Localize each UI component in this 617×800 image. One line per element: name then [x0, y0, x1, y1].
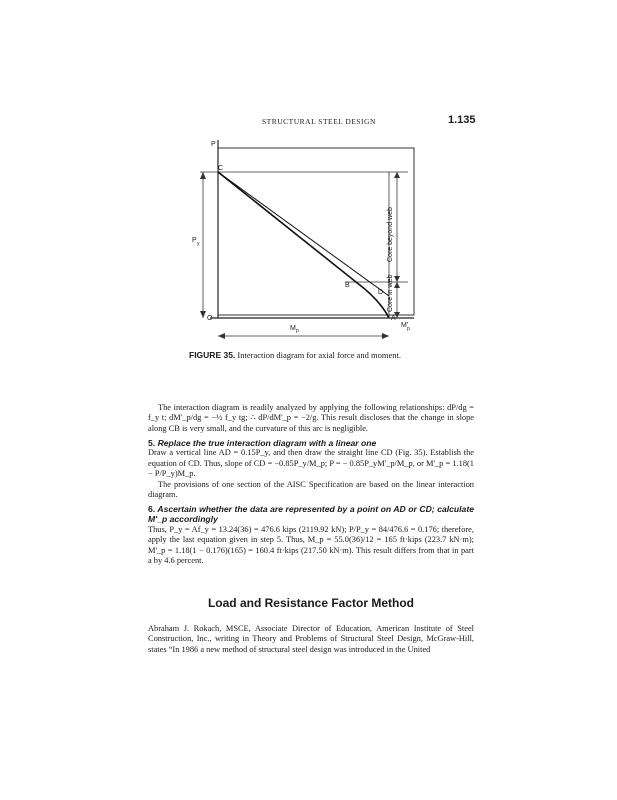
step-5-title: Replace the true interaction diagram with a linear one	[157, 438, 377, 448]
caption-text: Interaction diagram for axial force and moment.	[237, 350, 401, 360]
label-mp-prime: M'	[401, 322, 409, 329]
label-c: C	[218, 165, 224, 172]
label-o: O	[207, 315, 213, 322]
step-6-number: 6.	[148, 504, 156, 514]
linear-line-cd	[218, 172, 389, 296]
section-text: Abraham J. Rokach, MSCE, Associate Director of Education, American Institute of Steel Construction, Inc., writing in Theory and Problems of Structural Steel Design, McGraw-Hill, states “In 1986 a new method of structural steel design was introduced in the United	[148, 624, 474, 654]
figure-caption	[189, 350, 401, 360]
label-a: A	[391, 315, 396, 322]
step-6-heading	[148, 504, 474, 525]
section-heading: Load and Resistance Factor Method	[207, 596, 415, 610]
label-core-in-web: Core in web	[387, 274, 394, 312]
label-mp-sub: p	[296, 328, 299, 334]
step-6-text: Thus, P_y = Af_y = 13.24(36) = 476.6 kips (2119.92 kN); P/P_y = 84/476.6 = 0.176; therefore, apply the last equation given in step 5. Thus, M_p = 55.0(36)/12 = 165 ft·kips (223.7 kN·m); M'_p = 1.18(1 − 0.176)(165) = 160.4 ft·kips (217.50 kN·m). This result differs from that in part a by 4.6 percent.	[148, 524, 474, 566]
step-5-number: 5.	[148, 438, 156, 448]
label-p: P	[211, 141, 216, 148]
intro-text: The interaction diagram is readily analyzed by applying the following relationships: dP/dg = f_y t; dM'_p/dg = −½ f_y tg; ∴ dP/dM'_p = −2/g. This result discloses that the change in slope along CB is very small, and the curvature of this arc is negligible.	[148, 403, 474, 433]
caption-number: FIGURE 35.	[189, 350, 236, 360]
label-py: P	[192, 237, 197, 244]
running-head: STRUCTURAL STEEL DESIGN	[262, 117, 376, 126]
label-core-beyond-web: Core beyond web	[387, 207, 394, 262]
label-mp-prime-sub: p	[407, 326, 410, 332]
label-py-sub: y	[197, 241, 200, 247]
label-b: B	[345, 282, 350, 289]
label-mp: M	[290, 325, 296, 332]
figure-frame	[218, 148, 414, 315]
step-6-title: Ascertain whether the data are represented by a point on AD or CD; calculate M'_p accordingly	[148, 504, 474, 525]
step-5	[148, 438, 474, 500]
step-6	[148, 504, 474, 566]
true-interaction-curve	[218, 172, 389, 318]
section-paragraph	[148, 624, 474, 655]
page-number: 1.135	[448, 114, 476, 126]
step-5-followup: The provisions of one section of the AISC Specification are based on the linear interaction diagram.	[148, 479, 474, 500]
intro-paragraph	[148, 403, 474, 434]
step-5-heading	[148, 438, 474, 448]
step-5-text: Draw a vertical line AD = 0.15P_y, and then draw the straight line CD (Fig. 35). Establish the equation of CD. Thus, slope of CD = −0.85P_y/M_p; P = − 0.85P_yM'_p/M_p, or M'_p = 1.18(1 − P/P_y)M_p.	[148, 448, 474, 479]
label-d: D	[378, 289, 384, 296]
interaction-diagram	[0, 0, 617, 360]
